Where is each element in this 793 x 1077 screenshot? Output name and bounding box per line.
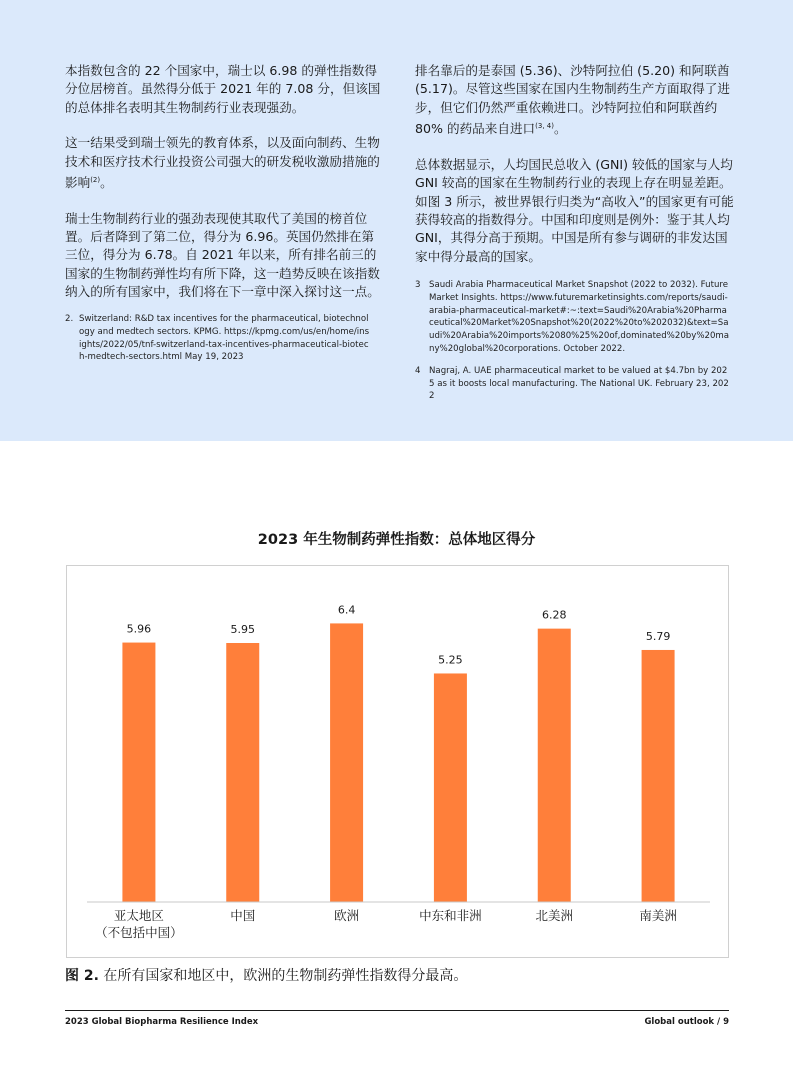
category-label: 亚太地区 [113,908,164,923]
category-label: 欧洲 [334,908,360,923]
footnote-2 [65,313,370,364]
category-label: 中国 [230,908,256,923]
bar-value-label: 6.4 [337,603,356,617]
left-footnotes [65,313,370,373]
footnote-number: 2. [65,314,74,324]
bar-value-label: 5.95 [230,623,255,636]
footer-report-title: 2023 Global Biopharma Resilience Index [65,1017,259,1027]
right-paragraph-2: 总体数据显示，人均国民总收入 (GNI) 较低的国家与人均 GNI 较高的国家在生物制药行业的表现上存在明显差距。如图 3 所示，被世界银行归类为“高收入”的国家更有可能获得较高的指数得分。中国和印度则是例外：鉴于其人均 GNI，其得分高于预期。中国是所有参与调研的非发达国家中得分最高的国家。 [415,156,734,264]
right-column [415,62,735,283]
left-column [65,62,385,319]
footnote-number: 3 [415,280,421,290]
bar-value-label: 5.79 [645,629,671,643]
figure-caption-text: 在所有国家和地区中，欧洲的生物制药弹性指数得分最高。 [98,968,468,984]
left-paragraph-1: 本指数包含的 22 个国家中，瑞士以 6.98 的弹性指数得分位居榜首。虽然得分低于 2021 年的 7.08 分，但该国的总体排名表明其生物制药行业表现强劲。 [65,63,381,115]
footnote-text: Saudi Arabia Pharmaceutical Market Snapshot (2022 to 2032). Future Market Insights. https://www.futuremarketinsights.com/reports/saudi-arabia-pharmaceutical-market#:~:text=Saudi%20Arabia%20Pharmaceutical%20Market%20Snapshot%20(2022%20to%202032)&text=Saudi%20Arabia%20imports%2080%25%20of,dominated%20by%20many%20global%20corporations. October 2022. [429,280,730,354]
left-paragraph-2-text: 这一结果受到瑞士领先的教育体系，以及面向制药、生物技术和医疗技术行业投资公司强大的研发税收激励措施的影响 [65,135,380,191]
chart-title: 2023 年生物制药弹性指数：总体地区得分 [257,532,536,548]
footnote-ref-2: (2) [90,176,101,185]
right-paragraph-1-end: 。 [553,121,567,137]
right-paragraph-1-text: 排名靠后的是泰国 (5.36)、沙特阿拉伯 (5.20) 和阿联酋 (5.17)。尽管这些国家在国内生物制药生产方面取得了进步，但它们仍然严重依赖进口。沙特阿拉伯和阿联酋约 80% 的药品来自进口 [415,63,730,137]
category-label: 中东和非洲 [419,908,482,923]
footnote-text: Nagraj, A. UAE pharmaceutical market to be valued at $4.7bn by 2025 as it boosts local manufacturing. The National UK. February 23, 2022 [429,365,729,402]
left-paragraph-2 [65,134,385,192]
bar-value-label: 6.28 [542,608,567,622]
bar-0 [122,643,155,902]
bar-1 [226,643,259,902]
bar-value-label: 5.96 [126,622,152,636]
bar-4 [538,629,571,902]
bar-3 [434,673,467,902]
right-footnotes [415,279,731,412]
footer-divider [65,1010,729,1011]
bar-chart-svg [67,566,730,959]
category-label: 南美洲 [639,908,677,923]
category-label: 北美洲 [535,908,574,923]
figure-caption [65,965,467,985]
footer-page-number: Global outlook / 9 [644,1017,729,1027]
footnote-number: 4 [415,365,421,376]
bar-value-label: 5.25 [438,653,463,667]
footnote-3 [415,279,731,356]
footnote-ref-3-4: (3, 4) [535,122,554,131]
category-label: （不包括中国） [95,925,183,940]
figure-label: 图 2. [65,968,99,984]
bar-2 [330,623,363,902]
footnote-4 [415,365,731,403]
right-paragraph-1 [415,62,735,139]
left-paragraph-3: 瑞士生物制药行业的强劲表现使其取代了美国的榜首位置。后者降到了第二位，得分为 6.96。英国仍然排在第三位，得分为 6.78。自 2021 年以来，所有排名前三的国家的生物制药弹性均有所下降，这一趋势反映在该指数纳入的所有国家中，我们将在下一章中深入探讨这一点。 [65,210,380,300]
footnote-text: Switzerland: R&D tax incentives for the pharmaceutical, biotechnology and medtech sectors. KPMG. https://kpmg.com/us/en/home/insights/2022/05/tnf-switzerland-tax-incentives-pharmaceutical-biotech-medtech-sectors.html May 19, 2023 [79,314,370,363]
left-paragraph-2-end: 。 [100,175,113,191]
bar-5 [642,650,675,902]
bar-chart [66,565,729,958]
